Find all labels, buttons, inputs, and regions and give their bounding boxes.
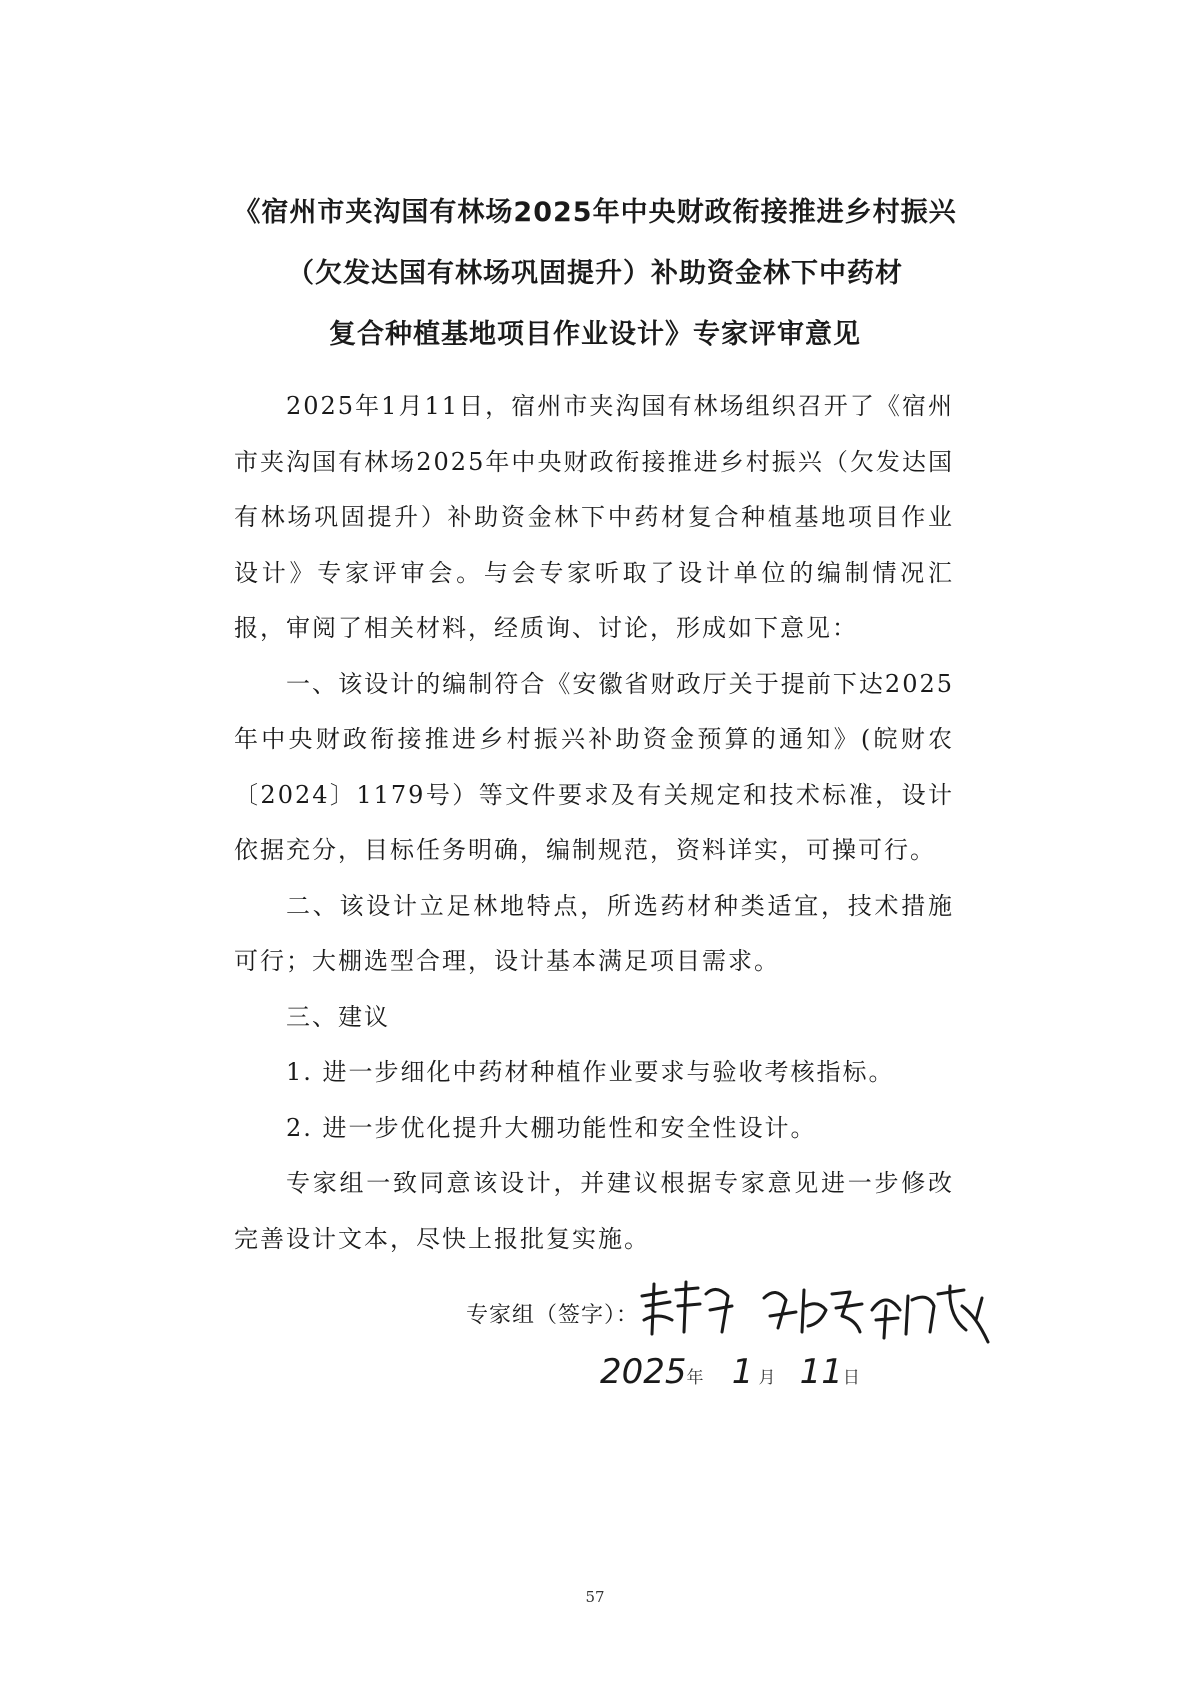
document-body xyxy=(234,379,954,1267)
paragraph-opinion-2: 二、该设计立足林地特点，所选药材种类适宜，技术措施可行；大棚选型合理，设计基本满足项目需求。 xyxy=(234,891,954,975)
title-line-1: 《宿州市夹沟国有林场2025年中央财政衔接推进乡村振兴 xyxy=(233,197,957,228)
title-line-3: 复合种植基地项目作业设计》专家评审意见 xyxy=(329,319,861,350)
signature-scribble xyxy=(636,1276,1016,1346)
date-year: 2025 xyxy=(600,1352,687,1392)
date-month-unit: 月 xyxy=(758,1368,776,1388)
title-line-2: （欠发达国有林场巩固提升）补助资金林下中药材 xyxy=(287,258,903,289)
document-title xyxy=(200,182,990,365)
date-day-unit: 日 xyxy=(842,1368,860,1388)
page-number: 57 xyxy=(585,1588,605,1606)
paragraph-suggestion-2: 2. 进一步优化提升大棚功能性和安全性设计。 xyxy=(286,1113,817,1142)
paragraph-opinion-1: 一、该设计的编制符合《安徽省财政厅关于提前下达2025年中央财政衔接推进乡村振兴补助资金预算的通知》(皖财农〔2024〕1179号）等文件要求及有关规定和技术标准，设计依据充分，目标任务明确，编制规范，资料详实，可操可行。 xyxy=(234,669,954,864)
signature-label: 专家组（签字）： xyxy=(466,1303,640,1328)
paragraph-intro: 2025年1月11日，宿州市夹沟国有林场组织召开了《宿州市夹沟国有林场2025年中央财政衔接推进乡村振兴（欠发达国有林场巩固提升）补助资金林下中药材复合种植基地项目作业设计》专家评审会。与会专家听取了设计单位的编制情况汇报，审阅了相关材料，经质询、讨论，形成如下意见： xyxy=(234,392,954,642)
date-day: 11 xyxy=(799,1352,843,1392)
date-year-unit: 年 xyxy=(686,1368,704,1388)
date-month: 1 xyxy=(731,1352,754,1392)
paragraph-conclusion: 专家组一致同意该设计，并建议根据专家意见进一步修改完善设计文本，尽快上报批复实施。 xyxy=(234,1169,954,1253)
paragraph-suggestion-1: 1. 进一步细化中药材种植作业要求与验收考核指标。 xyxy=(286,1058,895,1086)
handwritten-signatures xyxy=(636,1276,1016,1350)
paragraph-suggestions-heading: 三、建议 xyxy=(286,1002,390,1031)
signature-date xyxy=(600,1352,860,1392)
